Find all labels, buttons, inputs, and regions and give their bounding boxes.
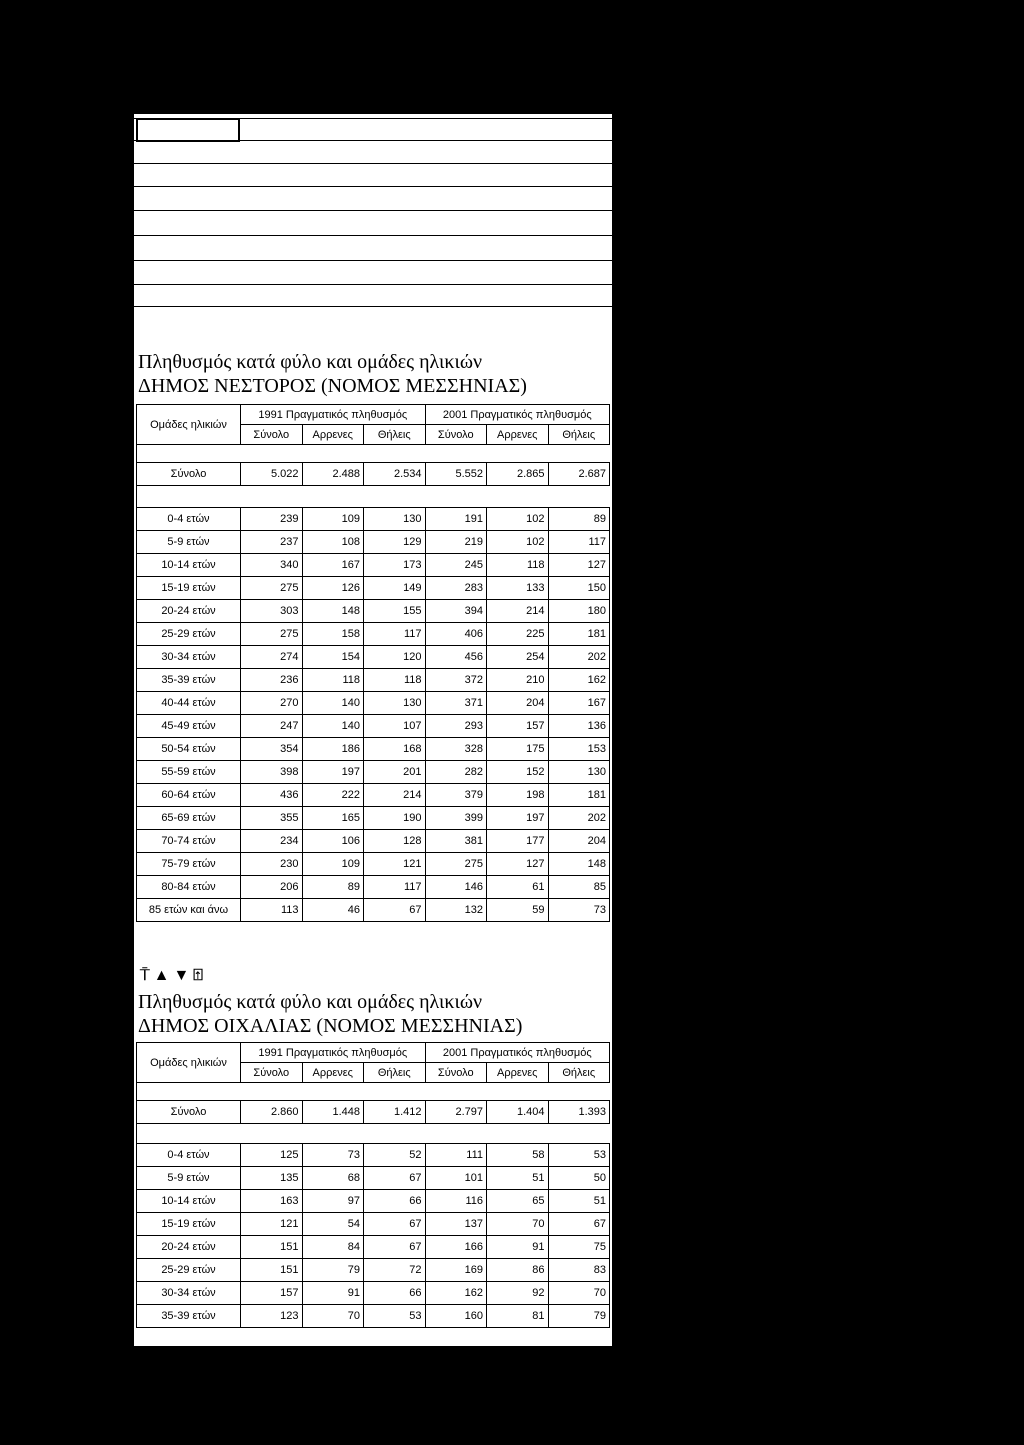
- table-title: Πληθυσμός κατά φύλο και ομάδες ηλικιών: [138, 991, 483, 1013]
- rule-line: [134, 260, 612, 261]
- rule-line: [134, 284, 612, 285]
- cell: 125: [241, 1144, 303, 1167]
- cell: 73: [548, 899, 610, 922]
- cell: 149: [364, 577, 426, 600]
- cell: 197: [302, 761, 364, 784]
- cell: 283: [425, 577, 487, 600]
- table-row: [137, 784, 610, 807]
- cell: 70: [487, 1213, 549, 1236]
- cell: 214: [364, 784, 426, 807]
- cell: 101: [425, 1167, 487, 1190]
- cell: 67: [548, 1213, 610, 1236]
- rule-line: [134, 186, 612, 187]
- cell: 153: [548, 738, 610, 761]
- cell: 163: [241, 1190, 303, 1213]
- cell: 89: [302, 876, 364, 899]
- group-header-2001: 2001 Πραγματικός πληθυσμός: [425, 1043, 610, 1063]
- cell: 130: [364, 692, 426, 715]
- cell: 123: [241, 1305, 303, 1328]
- rule-line: [134, 235, 612, 236]
- cell: 181: [548, 784, 610, 807]
- table-row: [137, 600, 610, 623]
- cell: 151: [241, 1259, 303, 1282]
- subheader-male-1991: Αρρενες: [302, 1063, 364, 1083]
- page-navigation: [140, 967, 207, 985]
- cell: 135: [241, 1167, 303, 1190]
- cell: 53: [548, 1144, 610, 1167]
- cell: 118: [302, 669, 364, 692]
- cell: 72: [364, 1259, 426, 1282]
- cell: 146: [425, 876, 487, 899]
- cell: 158: [302, 623, 364, 646]
- row-label: 65-69 ετών: [137, 807, 241, 830]
- cell: 58: [487, 1144, 549, 1167]
- cell: 137: [425, 1213, 487, 1236]
- cell: 152: [487, 761, 549, 784]
- cell: 372: [425, 669, 487, 692]
- cell: 202: [548, 807, 610, 830]
- cell: 50: [548, 1167, 610, 1190]
- table-row: [137, 1259, 610, 1282]
- cell: 91: [487, 1236, 549, 1259]
- cell: 117: [364, 623, 426, 646]
- cell: 86: [487, 1259, 549, 1282]
- table-row: [137, 1144, 610, 1167]
- first-page-icon[interactable]: ⍑: [140, 967, 154, 984]
- cell: 130: [548, 761, 610, 784]
- cell: 83: [548, 1259, 610, 1282]
- cell: 175: [487, 738, 549, 761]
- cell: 133: [487, 577, 549, 600]
- row-label: 45-49 ετών: [137, 715, 241, 738]
- total-row: [137, 463, 610, 486]
- cell: 53: [364, 1305, 426, 1328]
- cell: 5.022: [241, 463, 303, 486]
- cell: 51: [548, 1190, 610, 1213]
- cell: 275: [241, 623, 303, 646]
- cell: 81: [487, 1305, 549, 1328]
- cell: 91: [302, 1282, 364, 1305]
- subheader-male-1991: Αρρενες: [302, 425, 364, 445]
- cell: 206: [241, 876, 303, 899]
- cell: 136: [548, 715, 610, 738]
- row-label: 80-84 ετών: [137, 876, 241, 899]
- table-row: [137, 899, 610, 922]
- population-table-nestoros: [136, 404, 610, 922]
- cell: 66: [364, 1190, 426, 1213]
- rule-line: [134, 210, 612, 211]
- rule-line: [134, 306, 612, 307]
- cell: 126: [302, 577, 364, 600]
- cell: 129: [364, 531, 426, 554]
- cell: 70: [548, 1282, 610, 1305]
- cell: 109: [302, 508, 364, 531]
- cell: 198: [487, 784, 549, 807]
- cell: 406: [425, 623, 487, 646]
- cell: 2.865: [487, 463, 549, 486]
- cell: 186: [302, 738, 364, 761]
- column-header-age-groups: Ομάδες ηλικιών: [137, 1043, 241, 1083]
- cell: 132: [425, 899, 487, 922]
- row-label: Σύνολο: [137, 463, 241, 486]
- cell: 303: [241, 600, 303, 623]
- cell: 234: [241, 830, 303, 853]
- table-row: [137, 692, 610, 715]
- cell: 177: [487, 830, 549, 853]
- row-label: 60-64 ετών: [137, 784, 241, 807]
- table-row: [137, 1236, 610, 1259]
- cell: 140: [302, 715, 364, 738]
- cell: 398: [241, 761, 303, 784]
- row-label: 30-34 ετών: [137, 646, 241, 669]
- cell: 436: [241, 784, 303, 807]
- cell: 151: [241, 1236, 303, 1259]
- table-row: [137, 738, 610, 761]
- cell: 371: [425, 692, 487, 715]
- table-title: Πληθυσμός κατά φύλο και ομάδες ηλικιών: [138, 351, 483, 373]
- cell: 5.552: [425, 463, 487, 486]
- subheader-total-1991: Σύνολο: [241, 1063, 303, 1083]
- rule-line: [134, 118, 612, 119]
- cell: 197: [487, 807, 549, 830]
- table-row: [137, 1190, 610, 1213]
- row-label: 15-19 ετών: [137, 577, 241, 600]
- header-ruled-block: [134, 118, 612, 308]
- cell: 165: [302, 807, 364, 830]
- cell: 66: [364, 1282, 426, 1305]
- next-page-icon[interactable]: ▼: [173, 967, 194, 984]
- cell: 89: [548, 508, 610, 531]
- row-label: 5-9 ετών: [137, 531, 241, 554]
- cell: 168: [364, 738, 426, 761]
- table-row: [137, 853, 610, 876]
- cell: 237: [241, 531, 303, 554]
- cell: 204: [487, 692, 549, 715]
- cell: 108: [302, 531, 364, 554]
- subheader-female-2001: Θήλεις: [548, 425, 610, 445]
- cell: 1.448: [302, 1101, 364, 1124]
- cell: 109: [302, 853, 364, 876]
- header-box: [136, 118, 240, 142]
- row-label: 0-4 ετών: [137, 1144, 241, 1167]
- cell: 150: [548, 577, 610, 600]
- cell: 173: [364, 554, 426, 577]
- subheader-male-2001: Αρρενες: [487, 1063, 549, 1083]
- cell: 67: [364, 1213, 426, 1236]
- subheader-total-1991: Σύνολο: [241, 425, 303, 445]
- cell: 1.412: [364, 1101, 426, 1124]
- spacer-row: [137, 1124, 610, 1144]
- cell: 160: [425, 1305, 487, 1328]
- subheader-female-2001: Θήλεις: [548, 1063, 610, 1083]
- row-label: 25-29 ετών: [137, 623, 241, 646]
- table-row: [137, 531, 610, 554]
- row-label: 30-34 ετών: [137, 1282, 241, 1305]
- cell: 166: [425, 1236, 487, 1259]
- last-page-icon[interactable]: ⍐: [193, 967, 207, 984]
- cell: 68: [302, 1167, 364, 1190]
- row-label: 85 ετών και άνω: [137, 899, 241, 922]
- cell: 67: [364, 1167, 426, 1190]
- cell: 275: [241, 577, 303, 600]
- table-row: [137, 623, 610, 646]
- cell: 2.534: [364, 463, 426, 486]
- cell: 328: [425, 738, 487, 761]
- cell: 219: [425, 531, 487, 554]
- cell: 128: [364, 830, 426, 853]
- cell: 117: [364, 876, 426, 899]
- cell: 84: [302, 1236, 364, 1259]
- cell: 157: [241, 1282, 303, 1305]
- cell: 180: [548, 600, 610, 623]
- table-row: [137, 508, 610, 531]
- cell: 2.797: [425, 1101, 487, 1124]
- cell: 102: [487, 508, 549, 531]
- cell: 181: [548, 623, 610, 646]
- table-row: [137, 761, 610, 784]
- cell: 202: [548, 646, 610, 669]
- spacer-row: [137, 1083, 610, 1101]
- cell: 169: [425, 1259, 487, 1282]
- cell: 155: [364, 600, 426, 623]
- row-label: 15-19 ετών: [137, 1213, 241, 1236]
- cell: 154: [302, 646, 364, 669]
- cell: 230: [241, 853, 303, 876]
- cell: 46: [302, 899, 364, 922]
- cell: 245: [425, 554, 487, 577]
- table-row: [137, 646, 610, 669]
- cell: 354: [241, 738, 303, 761]
- subheader-female-1991: Θήλεις: [364, 1063, 426, 1083]
- cell: 1.404: [487, 1101, 549, 1124]
- table-row: [137, 876, 610, 899]
- cell: 52: [364, 1144, 426, 1167]
- table-row: [137, 669, 610, 692]
- cell: 79: [548, 1305, 610, 1328]
- cell: 282: [425, 761, 487, 784]
- population-table-oichalias: [136, 1042, 610, 1328]
- cell: 190: [364, 807, 426, 830]
- row-label: 35-39 ετών: [137, 669, 241, 692]
- cell: 97: [302, 1190, 364, 1213]
- cell: 70: [302, 1305, 364, 1328]
- cell: 167: [302, 554, 364, 577]
- cell: 247: [241, 715, 303, 738]
- cell: 85: [548, 876, 610, 899]
- cell: 118: [487, 554, 549, 577]
- cell: 340: [241, 554, 303, 577]
- cell: 67: [364, 1236, 426, 1259]
- cell: 162: [548, 669, 610, 692]
- table-subtitle: ΔΗΜΟΣ ΟΙΧΑΛΙΑΣ (ΝΟΜΟΣ ΜΕΣΣΗΝΙΑΣ): [138, 1015, 523, 1037]
- cell: 254: [487, 646, 549, 669]
- subheader-total-2001: Σύνολο: [425, 1063, 487, 1083]
- spacer-row: [137, 445, 610, 463]
- cell: 204: [548, 830, 610, 853]
- cell: 111: [425, 1144, 487, 1167]
- cell: 225: [487, 623, 549, 646]
- cell: 61: [487, 876, 549, 899]
- cell: 65: [487, 1190, 549, 1213]
- cell: 293: [425, 715, 487, 738]
- cell: 107: [364, 715, 426, 738]
- column-header-age-groups: Ομάδες ηλικιών: [137, 405, 241, 445]
- cell: 116: [425, 1190, 487, 1213]
- spacer-row: [137, 486, 610, 508]
- table-row: [137, 1167, 610, 1190]
- cell: 399: [425, 807, 487, 830]
- cell: 274: [241, 646, 303, 669]
- cell: 113: [241, 899, 303, 922]
- group-header-1991: 1991 Πραγματικός πληθυσμός: [241, 405, 426, 425]
- cell: 270: [241, 692, 303, 715]
- group-header-2001: 2001 Πραγματικός πληθυσμός: [425, 405, 610, 425]
- cell: 121: [241, 1213, 303, 1236]
- table-row: [137, 830, 610, 853]
- table-row: [137, 1305, 610, 1328]
- row-label: 55-59 ετών: [137, 761, 241, 784]
- row-label: 20-24 ετών: [137, 1236, 241, 1259]
- row-label: 5-9 ετών: [137, 1167, 241, 1190]
- rule-line: [134, 163, 612, 164]
- row-label: 50-54 ετών: [137, 738, 241, 761]
- row-label: 25-29 ετών: [137, 1259, 241, 1282]
- cell: 167: [548, 692, 610, 715]
- subheader-female-1991: Θήλεις: [364, 425, 426, 445]
- subheader-male-2001: Αρρενες: [487, 425, 549, 445]
- cell: 51: [487, 1167, 549, 1190]
- cell: 394: [425, 600, 487, 623]
- cell: 73: [302, 1144, 364, 1167]
- row-label: Σύνολο: [137, 1101, 241, 1124]
- cell: 102: [487, 531, 549, 554]
- row-label: 75-79 ετών: [137, 853, 241, 876]
- table-row: [137, 554, 610, 577]
- rule-line: [134, 140, 612, 141]
- cell: 1.393: [548, 1101, 610, 1124]
- row-label: 10-14 ετών: [137, 1190, 241, 1213]
- cell: 106: [302, 830, 364, 853]
- cell: 275: [425, 853, 487, 876]
- table-subtitle: ΔΗΜΟΣ ΝΕΣΤΟΡΟΣ (ΝΟΜΟΣ ΜΕΣΣΗΝΙΑΣ): [138, 375, 527, 397]
- total-row: [137, 1101, 610, 1124]
- cell: 75: [548, 1236, 610, 1259]
- cell: 127: [548, 554, 610, 577]
- cell: 2.687: [548, 463, 610, 486]
- subheader-total-2001: Σύνολο: [425, 425, 487, 445]
- cell: 59: [487, 899, 549, 922]
- cell: 67: [364, 899, 426, 922]
- cell: 210: [487, 669, 549, 692]
- cell: 120: [364, 646, 426, 669]
- row-label: 20-24 ετών: [137, 600, 241, 623]
- cell: 456: [425, 646, 487, 669]
- cell: 239: [241, 508, 303, 531]
- cell: 148: [302, 600, 364, 623]
- cell: 201: [364, 761, 426, 784]
- table-row: [137, 715, 610, 738]
- cell: 140: [302, 692, 364, 715]
- group-header-1991: 1991 Πραγματικός πληθυσμός: [241, 1043, 426, 1063]
- cell: 79: [302, 1259, 364, 1282]
- table-row: [137, 1282, 610, 1305]
- cell: 148: [548, 853, 610, 876]
- cell: 54: [302, 1213, 364, 1236]
- cell: 127: [487, 853, 549, 876]
- table-row: [137, 1213, 610, 1236]
- cell: 130: [364, 508, 426, 531]
- cell: 214: [487, 600, 549, 623]
- cell: 118: [364, 669, 426, 692]
- row-label: 0-4 ετών: [137, 508, 241, 531]
- cell: 379: [425, 784, 487, 807]
- cell: 355: [241, 807, 303, 830]
- document-page: [134, 114, 612, 1346]
- cell: 2.860: [241, 1101, 303, 1124]
- cell: 162: [425, 1282, 487, 1305]
- cell: 222: [302, 784, 364, 807]
- cell: 2.488: [302, 463, 364, 486]
- cell: 121: [364, 853, 426, 876]
- cell: 157: [487, 715, 549, 738]
- cell: 236: [241, 669, 303, 692]
- row-label: 40-44 ετών: [137, 692, 241, 715]
- row-label: 10-14 ετών: [137, 554, 241, 577]
- row-label: 35-39 ετών: [137, 1305, 241, 1328]
- table-row: [137, 577, 610, 600]
- previous-page-icon[interactable]: ▲: [153, 967, 174, 984]
- table-row: [137, 807, 610, 830]
- row-label: 70-74 ετών: [137, 830, 241, 853]
- cell: 117: [548, 531, 610, 554]
- cell: 191: [425, 508, 487, 531]
- cell: 381: [425, 830, 487, 853]
- cell: 92: [487, 1282, 549, 1305]
